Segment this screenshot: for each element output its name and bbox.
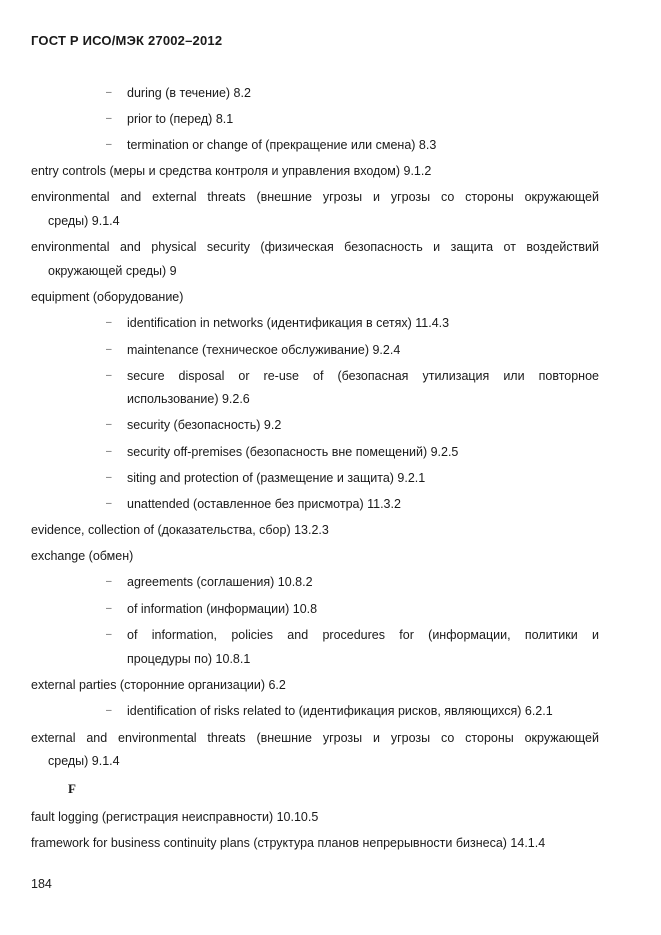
index-subentry: during (в течение) 8.2	[127, 86, 251, 100]
index-entry: entry controls (меры и средства контроля и управления входом) 9.1.2	[31, 164, 432, 178]
section-letter: F	[68, 781, 76, 796]
index-entry: evidence, collection of (доказательства, сбор) 13.2.3	[31, 523, 329, 537]
list-dash: –	[106, 603, 112, 614]
index-entry: framework for business continuity plans (структура планов непрерывности бизнеса) 14.1.4	[31, 836, 546, 850]
list-dash: –	[106, 139, 112, 150]
list-dash: –	[106, 419, 112, 430]
list-dash: –	[106, 317, 112, 328]
index-entry: exchange (обмен)	[31, 549, 134, 563]
index-subentry: of information, policies and procedures for (информации, политики и	[127, 628, 599, 642]
list-dash: –	[106, 344, 112, 355]
index-entry: external parties (сторонние организации) 6.2	[31, 678, 286, 692]
index-entry: external and environmental threats (внешние угрозы и угрозы со стороны окружающей	[31, 731, 599, 745]
list-dash: –	[106, 705, 112, 716]
index-subentry: maintenance (техническое обслуживание) 9.2.4	[127, 343, 401, 357]
index-subentry-continuation: использование) 9.2.6	[127, 392, 250, 406]
list-dash: –	[106, 446, 112, 457]
index-subentry-continuation: процедуры по) 10.8.1	[127, 652, 251, 666]
index-subentry: identification of risks related to (идентификация рисков, являющихся) 6.2.1	[127, 704, 553, 718]
list-dash: –	[106, 370, 112, 381]
index-subentry: security (безопасность) 9.2	[127, 418, 282, 432]
index-subentry: secure disposal or re-use of (безопасная утилизация или повторное	[127, 369, 599, 383]
index-entry: fault logging (регистрация неисправности) 10.10.5	[31, 810, 319, 824]
index-entry: environmental and physical security (физическая безопасность и защита от воздействий	[31, 240, 599, 254]
index-subentry: unattended (оставленное без присмотра) 11.3.2	[127, 497, 401, 511]
page-number: 184	[31, 877, 52, 891]
index-subentry: of information (информации) 10.8	[127, 602, 318, 616]
list-dash: –	[106, 629, 112, 640]
list-dash: –	[106, 472, 112, 483]
list-dash: –	[106, 113, 112, 124]
index-subentry: siting and protection of (размещение и защита) 9.2.1	[127, 471, 426, 485]
index-subentry: agreements (соглашения) 10.8.2	[127, 575, 313, 589]
list-dash: –	[106, 576, 112, 587]
index-entry-continuation: среды) 9.1.4	[48, 754, 120, 768]
index-entry: environmental and external threats (внешние угрозы и угрозы со стороны окружающей	[31, 190, 599, 204]
index-entry: equipment (оборудование)	[31, 290, 184, 304]
document-header-title: ГОСТ Р ИСО/МЭК 27002–2012	[31, 33, 223, 48]
list-dash: –	[106, 87, 112, 98]
index-subentry: security off-premises (безопасность вне помещений) 9.2.5	[127, 445, 459, 459]
index-entry-continuation: среды) 9.1.4	[48, 214, 120, 228]
index-subentry: termination or change of (прекращение или смена) 8.3	[127, 138, 437, 152]
index-subentry: prior to (перед) 8.1	[127, 112, 234, 126]
list-dash: –	[106, 498, 112, 509]
index-entry-continuation: окружающей среды) 9	[48, 264, 177, 278]
index-subentry: identification in networks (идентификация в сетях) 11.4.3	[127, 316, 450, 330]
